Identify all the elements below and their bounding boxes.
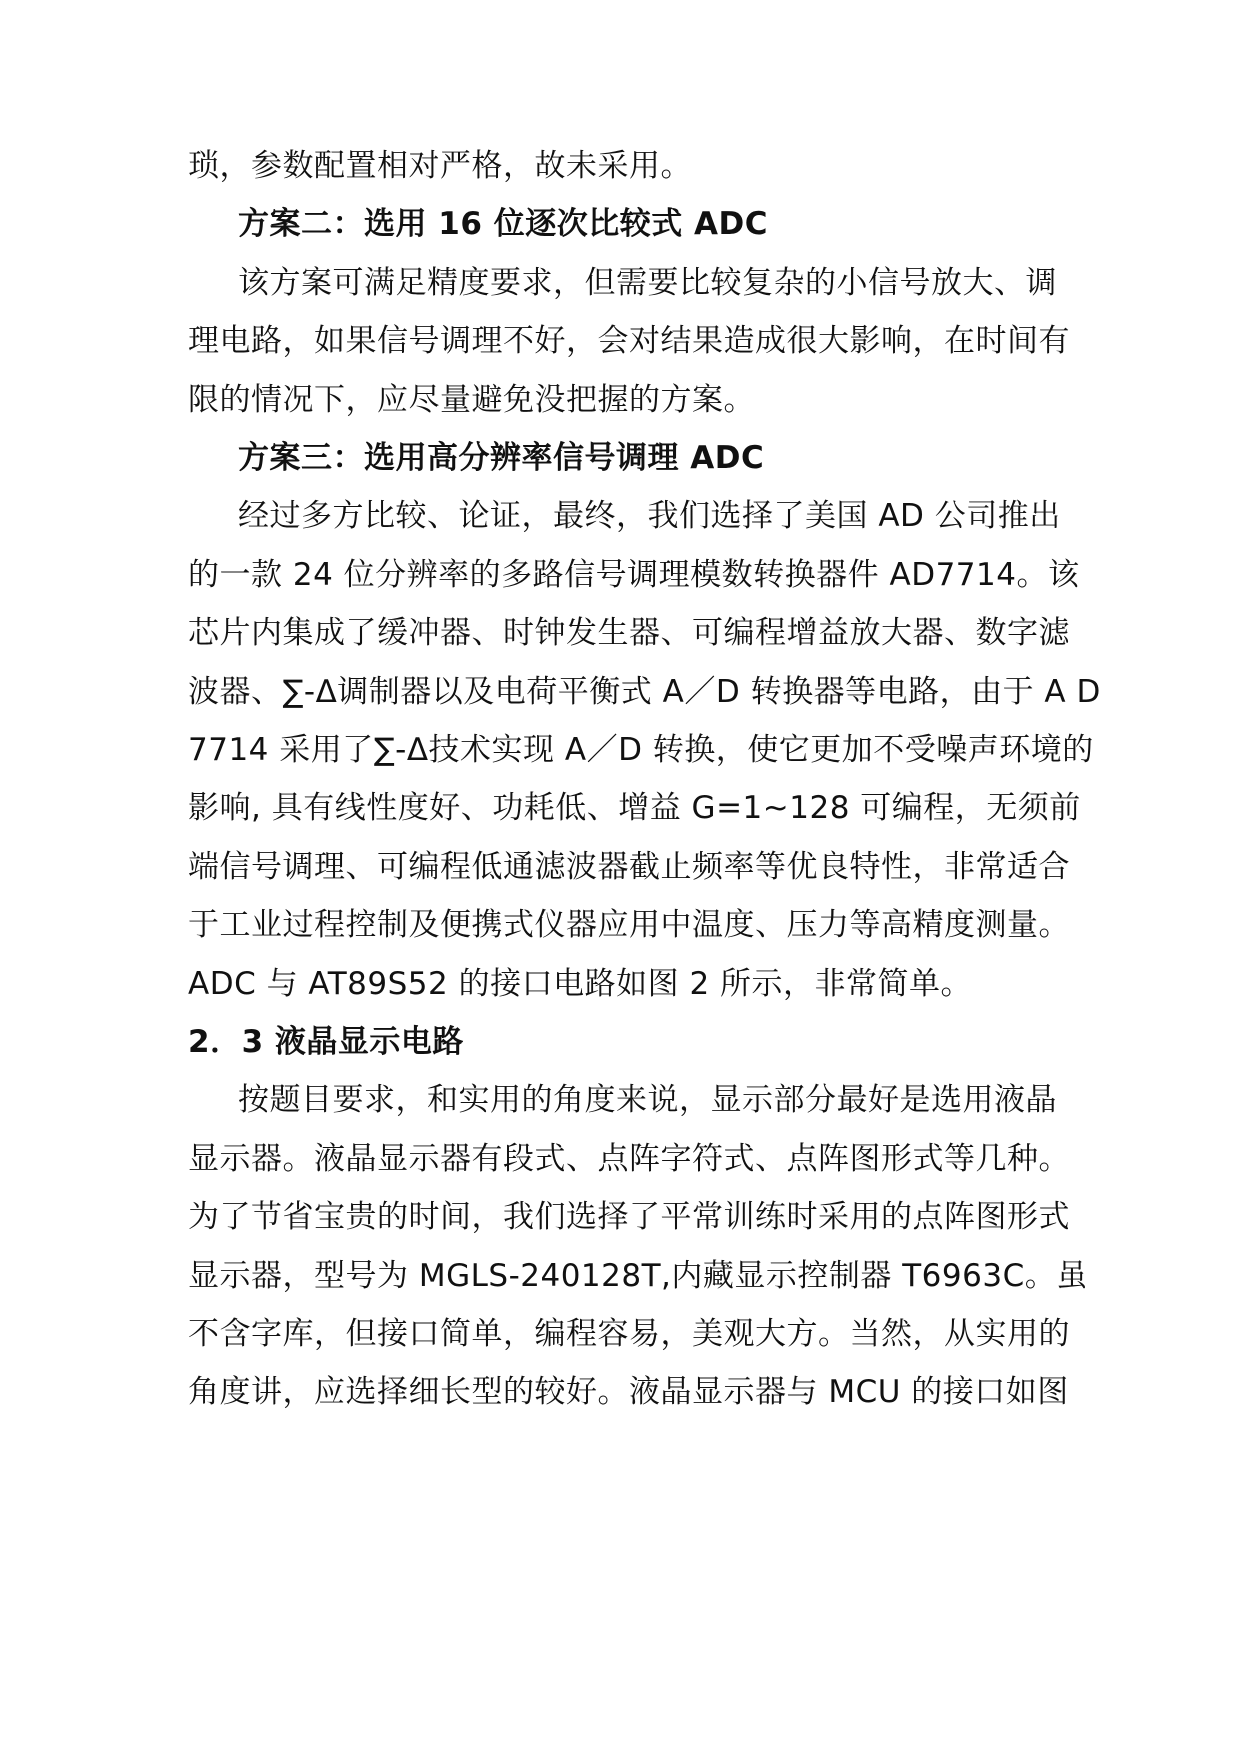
paragraph-line: 影响, 具有线性度好、功耗低、增益 G=1~128 可编程，无须前	[188, 790, 1081, 826]
section-heading: 2．3 液晶显示电路	[188, 1024, 464, 1060]
paragraph-line: 波器、∑-Δ调制器以及电荷平衡式 A／D 转换器等电路，由于 A D	[188, 674, 1101, 710]
paragraph-line: 的一款 24 位分辨率的多路信号调理模数转换器件 AD7714。该	[188, 557, 1080, 593]
paragraph-line: 经过多方比较、论证，最终，我们选择了美国 AD 公司推出	[238, 498, 1061, 534]
paragraph-line: 理电路，如果信号调理不好，会对结果造成很大影响，在时间有	[188, 323, 1070, 359]
paragraph-line: 芯片内集成了缓冲器、时钟发生器、可编程增益放大器、数字滤	[188, 615, 1070, 651]
paragraph-line: 角度讲，应选择细长型的较好。液晶显示器与 MCU 的接口如图	[188, 1374, 1069, 1410]
paragraph-line: 显示器，型号为 MGLS-240128T,内藏显示控制器 T6963C。虽	[188, 1258, 1088, 1294]
paragraph-line: 显示器。液晶显示器有段式、点阵字符式、点阵图形式等几种。	[188, 1141, 1070, 1177]
paragraph-line: 端信号调理、可编程低通滤波器截止频率等优良特性，非常适合	[188, 849, 1070, 885]
paragraph-line: 该方案可满足精度要求，但需要比较复杂的小信号放大、调	[238, 265, 1057, 301]
paragraph-line: 按题目要求，和实用的角度来说，显示部分最好是选用液晶	[238, 1082, 1057, 1118]
scheme-three-heading: 方案三：选用高分辨率信号调理 ADC	[238, 440, 765, 476]
paragraph-line: 于工业过程控制及便携式仪器应用中温度、压力等高精度测量。	[188, 907, 1070, 943]
paragraph-line: 琐，参数配置相对严格，故未采用。	[188, 148, 692, 184]
paragraph-line: 不含字库，但接口简单，编程容易，美观大方。当然，从实用的	[188, 1316, 1070, 1352]
paragraph-line: 限的情况下，应尽量避免没把握的方案。	[188, 382, 755, 418]
paragraph-line: 7714 采用了∑-Δ技术实现 A／D 转换，使它更加不受噪声环境的	[188, 732, 1094, 768]
paragraph-line: ADC 与 AT89S52 的接口电路如图 2 所示，非常简单。	[188, 966, 973, 1002]
paragraph-line: 为了节省宝贵的时间，我们选择了平常训练时采用的点阵图形式	[188, 1199, 1070, 1235]
scheme-two-heading: 方案二：选用 16 位逐次比较式 ADC	[238, 206, 768, 242]
